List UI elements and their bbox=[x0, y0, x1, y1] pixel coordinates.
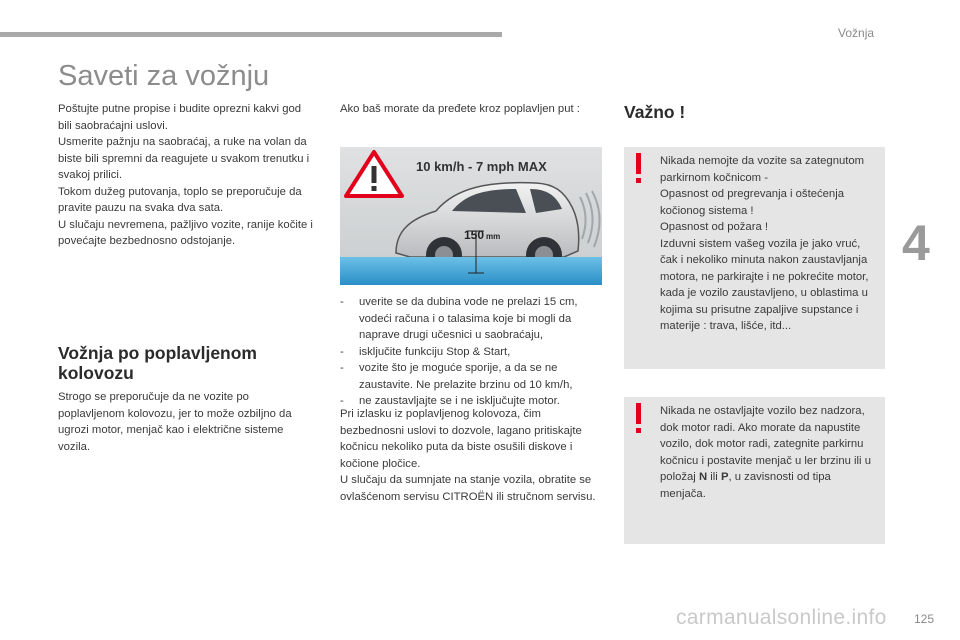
intro-paragraph: Poštujte putne propise i budite oprezni kakvi god bili saobraćajni uslovi. bbox=[58, 103, 302, 132]
list-item: - isključite funkciju Stop & Start, bbox=[340, 344, 602, 361]
page-title: Saveti za vožnju bbox=[58, 60, 270, 92]
intro-paragraph: Usmerite pažnju na saobraćaj, a ruke na volan da biste bili spremni da reagujete u svakom trenutku i svakoj prilici. bbox=[58, 136, 310, 181]
after-flooded-text bbox=[340, 406, 602, 505]
header-rule bbox=[0, 32, 502, 37]
list-item: - vozite što je moguće sporije, a da se ne zaustavite. Ne prelazite brzinu od 10 km/h, bbox=[340, 360, 602, 393]
watermark: carmanualsonline.info bbox=[676, 606, 887, 629]
after-paragraph: Pri izlasku iz poplavljenog kolovoza, čim bezbednosni uslovi to dozvole, lagano pritiskajte kočnicu nekoliko puta da biste osušili diskove i kočione pločice. bbox=[340, 408, 582, 470]
car-in-water-illustration bbox=[340, 147, 602, 285]
intro-paragraph: U slučaju nevremena, pažljivo vozite, ranije kočite i povećajte bezbednosno odstojanje. bbox=[58, 218, 313, 247]
warning-line: Nikada nemojte da vozite sa zategnutom parkirnom kočnicom - bbox=[660, 155, 865, 184]
after-paragraph: U slučaju da sumnjate na stanje vozila, obratite se ovlašćenom servisu CITROËN ili stručnom servisu. bbox=[340, 474, 596, 503]
important-heading: Važno ! bbox=[624, 102, 686, 122]
chapter-number: 4 bbox=[902, 215, 930, 271]
flooded-road-lead: Ako baš morate da pređete kroz poplavljen put : bbox=[340, 103, 580, 115]
exclamation-icon bbox=[636, 153, 641, 183]
flooded-road-steps bbox=[340, 294, 602, 410]
depth-value: 150 bbox=[464, 228, 485, 242]
speed-limit-label: 10 km/h - 7 mph MAX bbox=[416, 159, 547, 174]
warning-line: Opasnost od pregrevanja i oštećenja kočionog sistema ! bbox=[660, 188, 845, 217]
gear-n: N bbox=[698, 471, 708, 483]
warning-text: Nikada ne ostavljajte vozilo bez nadzora, dok motor radi. Ako morate da napustite vozilo, dok motor radi, zategnite parkirnu kočnicu i postavite menjač u ler brzinu ili u položaj N ili P, u zavisnosti od tipa menjača. bbox=[660, 405, 871, 500]
flooded-road-illustration bbox=[340, 147, 602, 285]
list-item: - uverite se da dubina vode ne prelazi 15 cm, vodeći računa i o talasima koje bi mogli da naprave drugi učesnici u saobraćaju, bbox=[340, 294, 602, 344]
gear-p: P bbox=[720, 471, 729, 483]
warning-text bbox=[660, 153, 878, 335]
depth-unit: mm bbox=[486, 232, 501, 241]
intro-text bbox=[58, 101, 316, 250]
intro-paragraph: Tokom dužeg putovanja, toplo se preporučuje da pravite pauzu na svaka dva sata. bbox=[58, 185, 302, 214]
warning-line: Izduvni sistem vašeg vozila je jako vruć, čak i nekoliko minuta nakon zaustavljanja motora, ne parkirajte i ne pokrećite motor, kada je vozilo zaustavljeno, u oblastima u kojima su prisutne zapaljive supstance i materije : trava, lišće, itd... bbox=[660, 237, 869, 332]
flooded-text: Strogo se preporučuje da ne vozite po poplavljenom kolovozu, jer to može ozbiljno da ugrozi motor, menjač kao i električne sisteme vozila. bbox=[58, 391, 292, 453]
list-item: - ne zaustavljajte se i ne isključujte motor. bbox=[340, 393, 602, 410]
warning-line: Opasnost od požara ! bbox=[660, 221, 769, 233]
warning-box-unattended-vehicle bbox=[624, 397, 885, 544]
warning-box-parking-brake bbox=[624, 147, 885, 369]
flooded-heading: Vožnja po poplavljenom kolovozu bbox=[58, 343, 257, 383]
water-surface bbox=[340, 257, 602, 285]
section-label: Vožnja bbox=[838, 26, 875, 40]
page-number: 125 bbox=[914, 612, 935, 626]
exclamation-icon bbox=[636, 403, 641, 433]
